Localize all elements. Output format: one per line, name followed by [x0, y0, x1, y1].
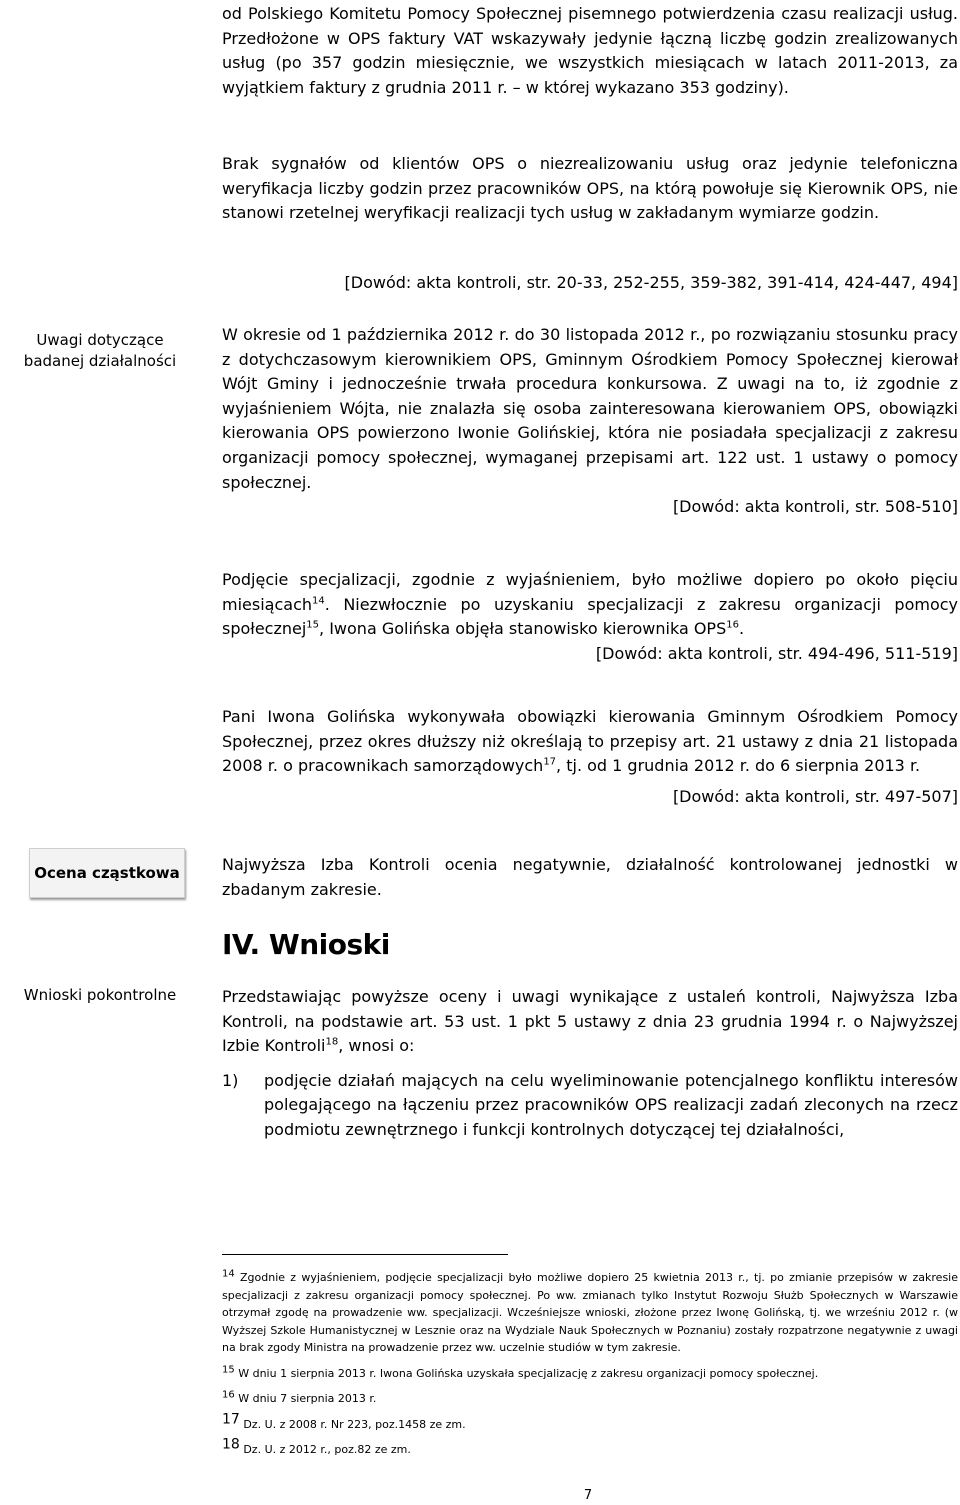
- footnote-ref-18[interactable]: 18: [325, 1036, 339, 1048]
- assessment-paragraph: Najwyższa Izba Kontroli ocenia negatywnie, działalność kontrolowanej jednostki w zbadanym zakresie.: [222, 855, 958, 899]
- margin-note-conclusions: Wnioski pokontrolne: [23, 986, 177, 1004]
- footnote-separator: [222, 1254, 508, 1255]
- partial-assessment-box: [29, 848, 185, 898]
- main-text-block-5: [222, 705, 958, 809]
- footnote-ref-16[interactable]: 16: [726, 619, 739, 631]
- footnote-ref-17[interactable]: 17: [543, 756, 557, 768]
- margin-note-observations: Uwagi dotyczące badanej działalności: [23, 331, 177, 370]
- list-item-text: podjęcie działań mających na celu wyeliminowanie potencjalnego konfliktu interesów polegającego na łączeniu przez pracowników OPS realizacji zadań zleconych na rzecz podmiotu zewnętrznego i funkcji kontrolnych dotyczącej tej działalności,: [264, 1070, 958, 1139]
- footnote-ref-15[interactable]: 15: [306, 619, 320, 631]
- evidence-ref-1: [Dowód: akta kontroli, str. 20-33, 252-255, 359-382, 391-414, 424-447, 494]: [344, 273, 958, 292]
- page-number: 7: [583, 1488, 593, 1503]
- footnotes: [222, 1269, 958, 1459]
- footnote-17: $^{17}$ Dz. U. z 2008 r. Nr 223, poz.1458 ze zm.: [222, 1410, 466, 1431]
- partial-assessment-label: Ocena cząstkowa: [34, 864, 180, 882]
- footnote-18: $^{18}$ Dz. U. z 2012 r., poz.82 ze zm.: [222, 1436, 411, 1456]
- main-text-block-7: [222, 985, 958, 1143]
- main-text-block-6: [222, 853, 958, 902]
- evidence-ref-2: [Dowód: akta kontroli, str. 508-510]: [672, 497, 958, 517]
- evidence-ref-4: [Dowód: akta kontroli, str. 497-507]: [672, 786, 958, 806]
- paragraph-2: Brak sygnałów od klientów OPS o niezrealizowaniu usług oraz jedynie telefoniczna weryfikacja liczby godzin przez pracowników OPS, na którą powołuje się Kierownik OPS, nie stanowi rzetelnej weryfikacji realizacji tych usług w zakładanym wymiarze godzin.: [222, 154, 958, 223]
- footnote-14: $^{14}$ Zgodnie z wyjaśnieniem, podjęcie specjalizacji było możliwe dopiero 25 kwietnia 2013 r., tj. po zmianie przepisów w zakresie specjalizacji z zakresu organizacji pomocy społecznej. Po ww. zmianach tylko Instytut Rozwoju Służb Społecznych w Warszawie otrzymał zgodę na prowadzenie ww. specjalizacji. Wcześniejsze wnioski, złożone przez Iwonę Golińską, tj. we wrześniu 2012 r. (w Wyższej Szkole Humanistycznej w Lesznie oraz na Wydziale Nauk Społecznych w Poznaniu) zostały rozpatrzone negatywnie z uwagi na brak zgody Ministra na prowadzenie przez ww. uczelnie studiów w tym zakresie.: [222, 1268, 958, 1354]
- footnote-15: $^{15}$ W dniu 1 sierpnia 2013 r. Iwona Golińska uzyskała specjalizację z zakresu organizacji pomocy społecznej.: [222, 1363, 819, 1380]
- main-text-block-2: [222, 152, 958, 226]
- evidence-ref-3: [Dowód: akta kontroli, str. 494-496, 511-519]: [595, 643, 958, 663]
- paragraph-3: W okresie od 1 października 2012 r. do 30 listopada 2012 r., po rozwiązaniu stosunku pracy z dotychczasowym kierownikiem OPS, Gminnym Ośrodkiem Pomocy Społecznej kierował Wójt Gminy i jednocześnie trwała procedura konkursowa. Z uwagi na to, iż zgodnie z wyjaśnieniem Wójta, nie znalazła się osoba zainteresowana kierowaniem OPS, obowiązki kierowania OPS powierzono Iwonie Golińskiej, która nie posiadała specjalizacji z zakresu organizacji pomocy społecznej, wymaganej przepisami art. 122 ust. 1 ustawy o pomocy społecznej.: [222, 325, 958, 492]
- list-item-number: 1): [222, 1070, 239, 1090]
- list-item: [222, 1069, 958, 1143]
- paragraph-5: Pani Iwona Golińska wykonywała obowiązki kierowania Gminnym Ośrodkiem Pomocy Społecznej, przez okres dłuższy niż określają to przepisy art. 21 ustawy z dnia 21 listopada 2008 r. o pracownikach samorządowych$^{17}$, tj. od 1 grudnia 2012 r. do 6 sierpnia 2013 r.: [222, 707, 958, 776]
- footnote-ref-14[interactable]: 14: [312, 595, 325, 607]
- paragraph-1: od Polskiego Komitetu Pomocy Społecznej pisemnego potwierdzenia czasu realizacji usług. Przedłożone w OPS faktury VAT wskazywały jedynie łączną liczbę godzin zrealizowanych usług (po 357 godzin miesięcznie, we wszystkich miesiącach w latach 2011-2013, za wyjątkiem faktury z grudnia 2011 r. – w której wykazano 353 godziny).: [222, 4, 958, 97]
- main-text-top: [222, 2, 958, 100]
- paragraph-7: Przedstawiając powyższe oceny i uwagi wynikające z ustaleń kontroli, Najwyższa Izba Kontroli, na podstawie art. 53 ust. 1 pkt 5 ustawy z dnia 23 grudnia 1994 r. o Najwyższej Izbie Kontroli$^{18}$, wnosi o:: [222, 987, 958, 1056]
- paragraph-4: Podjęcie specjalizacji, zgodnie z wyjaśnieniem, było możliwe dopiero po około pięciu miesiącach$^{14}$. Niezwłocznie po uzyskaniu specjalizacji z zakresu organizacji pomocy społecznej$^{15}$, Iwona Golińska objęła stanowisko kierownika OPS$^{16}$.: [222, 570, 958, 639]
- section-heading: IV. Wnioski: [222, 928, 390, 961]
- main-text-block-3: [222, 323, 958, 520]
- main-text-block-4: [222, 568, 958, 666]
- footnote-16: $^{16}$ W dniu 7 sierpnia 2013 r.: [222, 1389, 377, 1405]
